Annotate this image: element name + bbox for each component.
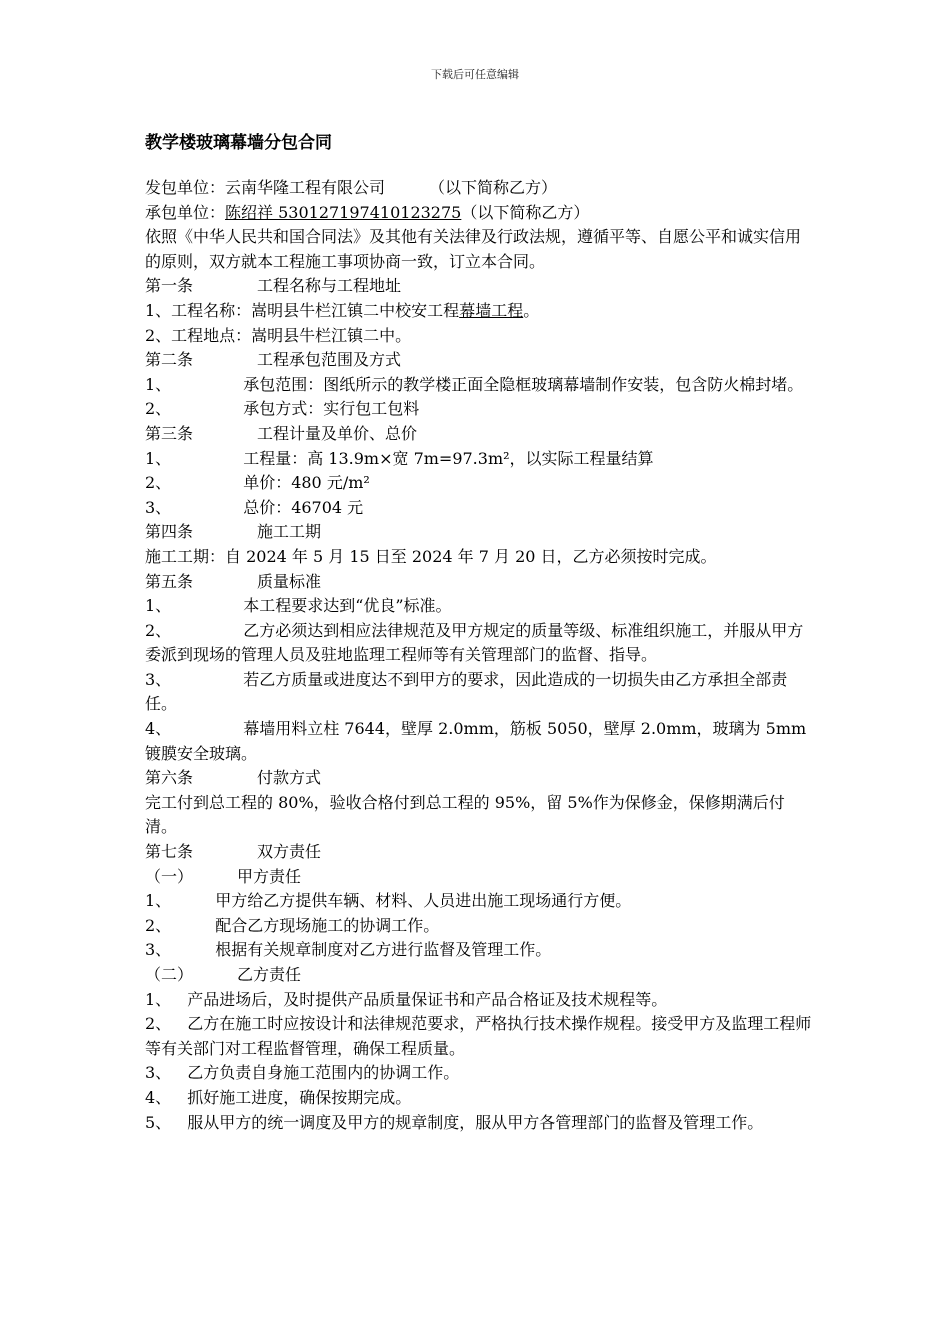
article-2-heading [145,348,815,373]
article-title: 工程名称与工程地址 [257,276,402,296]
article-6-heading [145,766,815,791]
item-number: 3、 [145,669,172,689]
underlined-text: 幕墙工程 [459,300,524,320]
party-b-duty-1 [145,988,815,1013]
party-b-duty-3 [145,1061,815,1086]
item-text: 抓好施工进度，确保按期完成。 [187,1087,412,1107]
item-text: 总价：46704 元 [243,497,364,517]
item-text: 甲方给乙方提供车辆、材料、人员进出施工现场通行方便。 [215,891,632,911]
item-text: 产品进场后，及时提供产品质量保证书和产品合格证及技术规程等。 [187,989,668,1009]
article-number: 第二条 [145,350,194,370]
party-a-line [145,176,815,201]
article-title: 工程计量及单价、总价 [257,423,418,443]
article-5-item-1 [145,594,815,619]
item-number: 3、 [145,1063,172,1083]
item-number: 2、 [145,399,172,419]
party-b-duties-heading [145,963,815,988]
item-text: 若乙方质量或进度达不到甲方的要求，因此造成的一切损失由乙方承担全部责任。 [145,669,788,714]
document-title: 教学楼玻璃幕墙分包合同 [145,133,332,153]
section-number: （二） [145,965,194,984]
item-text: 本工程要求达到“优良”标准。 [243,596,452,616]
party-a-note: （以下简称乙方） [429,178,558,197]
party-a-duty-2 [145,914,815,939]
item-number: 2、 [145,620,172,640]
item-text: 单价：480 元/m² [243,473,370,493]
party-a-duty-3 [145,938,815,963]
article-3-heading [145,422,815,447]
article-number: 第七条 [145,842,194,862]
item-number: 1、 [145,989,172,1009]
article-title: 施工工期 [257,522,322,542]
item-number: 5、 [145,1112,172,1132]
article-title: 工程承包范围及方式 [257,350,402,370]
item-number: 3、 [145,497,172,517]
article-title: 付款方式 [257,768,322,788]
item-text: 承包范围：图纸所示的教学楼正面全隐框玻璃幕墙制作安装，包含防火棉封堵。 [243,374,804,394]
article-number: 第一条 [145,276,194,296]
party-b-note: （以下简称乙方） [461,202,590,222]
item-number: 2、 [145,473,172,493]
article-4-text: 施工工期：自 2024 年 5 月 15 日至 2024 年 7 月 20 日，乙方必须按时完成。 [145,546,717,566]
article-6-text: 完工付到总工程的 80%，验收合格付到总工程的 95%，留 5%作为保修金，保修期满后付清。 [145,792,785,837]
article-number: 第三条 [145,423,194,443]
article-4-heading [145,520,815,545]
item-text: 承包方式：实行包工包料 [243,399,420,419]
item-number: 3、 [145,940,172,960]
article-7-heading [145,840,815,865]
item-number: 1、 [145,891,172,911]
contract-body [145,176,815,1135]
item-text: 根据有关规章制度对乙方进行监督及管理工作。 [215,940,552,960]
page-header: 下载后可任意编辑 [431,68,519,81]
article-number: 第四条 [145,522,194,542]
section-number: （一） [145,866,194,886]
item-number: 2、 [145,1014,172,1034]
section-title: 甲方责任 [237,866,302,886]
intro-paragraph: 依照《中华人民共和国合同法》及其他有关法律及行政法规，遵循平等、自愿公平和诚实信用的原则，双方就本工程施工事项协商一致，订立本合同。 [145,227,802,271]
item-text: 乙方必须达到相应法律规范及甲方规定的质量等级、标准组织施工，并服从甲方委派到现场的管理人员及驻地监理工程师等有关管理部门的监督、指导。 [145,620,804,665]
item-text: 1、工程名称：嵩明县牛栏江镇二中校安工程 [145,300,460,320]
article-5-item-4 [145,717,815,766]
party-b-duty-5 [145,1111,815,1136]
article-2-item-1 [145,373,815,398]
item-number: 4、 [145,1087,172,1107]
party-b-duty-2 [145,1012,815,1061]
party-b-label: 承包单位： [145,202,226,222]
item-number: 1、 [145,448,172,468]
article-5-heading [145,570,815,595]
section-title: 乙方责任 [237,965,302,984]
item-text: 乙方在施工时应按设计和法律规范要求，严格执行技术操作规程。接受甲方及监理工程师等有关部门对工程监督管理，确保工程质量。 [145,1014,812,1058]
article-1-item-1 [145,299,815,324]
article-2-item-2 [145,397,815,422]
item-text: 。 [523,300,540,320]
article-5-item-2 [145,619,815,668]
item-number: 1、 [145,374,172,394]
article-number: 第五条 [145,571,194,591]
item-text: 配合乙方现场施工的协调工作。 [215,915,440,935]
item-text: 服从甲方的统一调度及甲方的规章制度，服从甲方各管理部门的监督及管理工作。 [187,1112,764,1132]
article-1-heading [145,274,815,299]
item-number: 2、 [145,915,172,935]
party-a-label: 发包单位： [145,178,226,197]
article-3-item-1 [145,447,815,472]
article-5-item-3 [145,668,815,717]
article-3-item-2 [145,471,815,496]
party-b-value: 陈绍祥 530127197410123275 [225,202,462,222]
article-1-item-2: 2、工程地点：嵩明县牛栏江镇二中。 [145,325,412,345]
article-title: 质量标准 [257,571,322,591]
article-3-item-3 [145,496,815,521]
party-a-duties-heading [145,865,815,890]
party-b-line [145,201,815,226]
item-number: 1、 [145,596,172,616]
party-b-duty-4 [145,1086,815,1111]
party-a-duty-1 [145,889,815,914]
article-number: 第六条 [145,768,194,788]
item-text: 乙方负责自身施工范围内的协调工作。 [187,1063,460,1083]
item-text: 工程量：高 13.9m×宽 7m=97.3m²，以实际工程量结算 [243,448,654,468]
item-number: 4、 [145,719,172,739]
item-text: 幕墙用料立柱 7644，壁厚 2.0mm，筋板 5050，壁厚 2.0mm，玻璃为 5mm 镀膜安全玻璃。 [145,719,807,763]
article-title: 双方责任 [257,842,322,862]
party-a-value: 云南华隆工程有限公司 [225,178,386,197]
